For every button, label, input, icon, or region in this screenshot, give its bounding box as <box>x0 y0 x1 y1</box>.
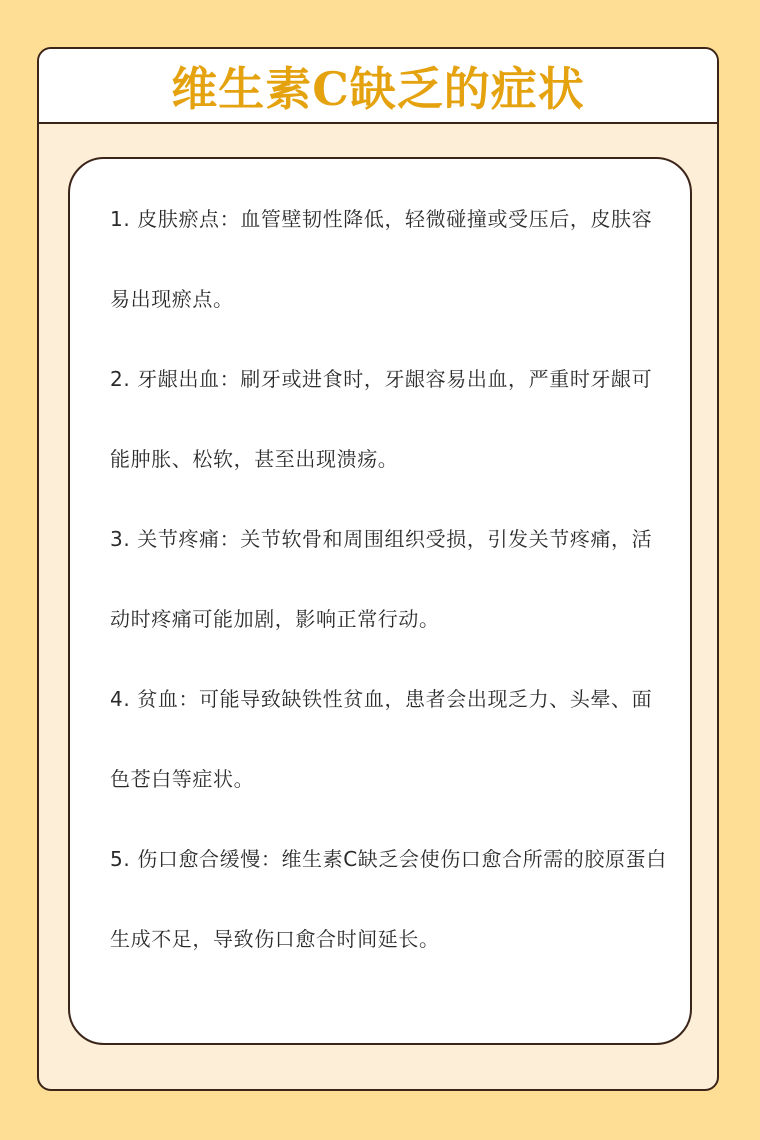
symptom-item-3: 3. 关节疼痛：关节软骨和周围组织受损，引发关节疼痛，活动时疼痛可能加剧，影响正常行动。 <box>110 527 653 631</box>
page-title: 维生素C缺乏的症状 <box>171 61 585 116</box>
symptom-item-5: 5. 伤口愈合缓慢：维生素C缺乏会使伤口愈合所需的胶原蛋白生成不足，导致伤口愈合时间延长。 <box>110 847 667 951</box>
symptom-item-2: 2. 牙龈出血：刷牙或进食时，牙龈容易出血，严重时牙龈可能肿胀、松软，甚至出现溃疡。 <box>110 367 653 471</box>
symptom-item-4: 4. 贫血：可能导致缺铁性贫血，患者会出现乏力、头晕、面色苍白等症状。 <box>110 687 653 791</box>
symptom-item-1: 1. 皮肤瘀点：血管壁韧性降低，轻微碰撞或受压后，皮肤容易出现瘀点。 <box>110 207 653 311</box>
title-bar <box>39 49 717 124</box>
symptom-list <box>110 179 670 979</box>
content-card <box>68 157 692 1045</box>
